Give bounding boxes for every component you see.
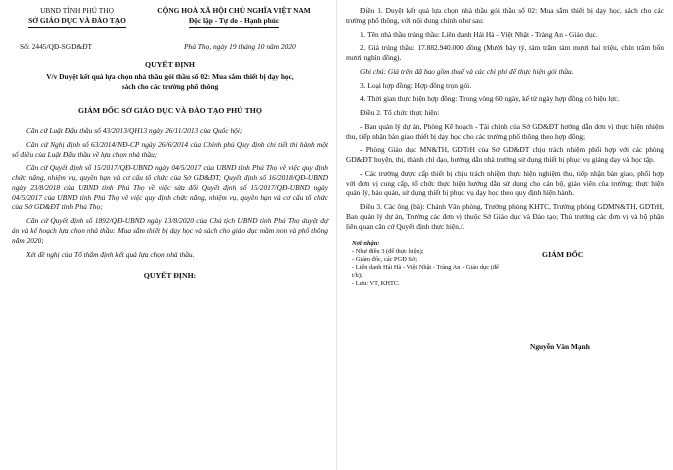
- article-1-item-2: 2. Giá trúng thầu: 17.882.940.000 đồng (Mười bảy tỷ, tám trăm tám mươi hai triệu, chín trăm bốn mươi nghìn đồng).: [346, 43, 664, 63]
- legal-basis-4: Căn cứ Quyết định số 1892/QĐ-UBND ngày 13/8/2020 của Chủ tịch UBND tỉnh Phú Thọ duyệt dự án và kế hoạch lựa chọn nhà thầu: Mua sắm thiết bị dạy học và sách cho giáo dục mầm non và phổ thông năm 2020;: [12, 216, 328, 245]
- article-1-intro: Điều 1. Duyệt kết quả lựa chọn nhà thầu gói thầu số 02: Mua sắm thiết bị dạy học, sách cho các trường phổ thông, với nội dung chính như sau:: [346, 6, 664, 25]
- legal-basis-3: Căn cứ Quyết định số 15/2017/QĐ-UBND ngày 04/5/2017 của UBND tỉnh Phú Thọ về việc quy định chức năng, nhiệm vụ, quyền hạn và cơ cấu tổ chức của Sở GD&ĐT; Quyết định số 16/2018/QĐ-UBND ngày 23/8/2018 của UBND tỉnh Phú Thọ về việc sửa đổi Quyết định số 15/2017/QĐ-UBND ngày 04/5/2017 của UBND tỉnh Phú Thọ về việc quy định chức năng, nhiệm vụ, quyền hạn và cơ cấu tổ chức của Sở GD&ĐT tỉnh Phú Thọ;: [12, 163, 328, 212]
- signer-position: GIÁM ĐỐC: [542, 249, 584, 259]
- national-heading: [136, 6, 332, 28]
- document-number: Số: 2445/QĐ-SGD&ĐT: [20, 42, 93, 51]
- left-page: [12, 6, 328, 282]
- legal-basis-2: Căn cứ Nghị định số 63/2014/NĐ-CP ngày 26/6/2014 của Chính phủ Quy định chi tiết thi hành một số điều của Luật Đấu thầu về lựa chọn nhà thầu;: [12, 139, 328, 159]
- recipient-item: - Lưu: VT, KHTC.: [352, 280, 400, 288]
- article-2-item-3: - Các trường được cấp thiết bị chịu trách nhiệm thực hiện nghiệm thu, tiếp nhận bàn giao, phối hợp với đơn vị cung cấp, tổ chức thực hiện hướng dẫn sử dụng cho cán bộ, giáo viên của trường; thực hiện quản lý, bảo quản, sử dụng thiết bị phục vụ dạy học theo quy định hiện hành.: [346, 168, 664, 198]
- legal-basis-1: Căn cứ Luật Đấu thầu số 43/2013/QH13 ngày 26/11/2013 của Quốc hội;: [26, 126, 243, 136]
- recipient-item: - Như điều 3 (để thực hiện);: [352, 247, 424, 255]
- article-2-item-1: - Ban quản lý dự án, Phòng Kế hoạch - Tài chính của Sở GD&ĐT hướng dẫn đơn vị thực hiện nhiệm thu, tiếp nhận bàn giao thiết bị dạy học cho các trường phổ thông theo hợp đồng;: [346, 121, 664, 141]
- recipient-item: - Liên danh Hải Hà - Việt Nhật - Tràng An - Giáo dục (để t/h);: [352, 264, 499, 280]
- article-1-item-4: 4. Thời gian thực hiện hợp đồng: Trong vòng 60 ngày, kể từ ngày hợp đồng có hiệu lực.: [360, 94, 620, 104]
- decision-authority: GIÁM ĐỐC SỞ GIÁO DỤC VÀ ĐÀO TẠO PHÚ THỌ: [78, 105, 262, 115]
- article-3: Điều 3. Các ông (bà): Chánh Văn phòng, Trưởng phòng KHTC, Trưởng phòng GDMN&TH, GDTrH, Ban quản lý dự án, Trưởng các đơn vị thuộc Sở Giáo dục và Đào tạo; Thủ trưởng các đơn vị và bộ phận liên quan căn cứ Quyết định thực hiện./.: [346, 202, 664, 231]
- article-2-intro: Điều 2. Tổ chức thực hiện:: [360, 108, 440, 118]
- page-divider: [336, 0, 337, 470]
- decision-title: QUYẾT ĐỊNH: [145, 60, 195, 69]
- signer-name: Nguyễn Văn Mạnh: [530, 341, 590, 351]
- issuing-organization: [12, 6, 142, 28]
- article-1-note: Ghi chú: Giá trên đã bao gồm thuế và các chi phí để thực hiện gói thầu.: [360, 66, 574, 76]
- decision-subject: V/v Duyệt kết quả lựa chọn nhà thầu gói thầu số 02: Mua sắm thiết bị dạy học, sách cho các trường phổ thông: [46, 72, 294, 92]
- recipients-heading: Nơi nhận:: [352, 239, 380, 247]
- nation-title: CỘNG HOÀ XÃ HỘI CHỦ NGHĨA VIỆT NAM: [157, 6, 311, 15]
- signature-block: [346, 240, 664, 360]
- document-header: [12, 6, 328, 56]
- article-1-item-1: 1. Tên nhà thầu trúng thầu: Liên danh Hải Hà - Việt Nhật - Tràng An - Giáo dục.: [360, 29, 598, 39]
- decides-heading: QUYẾT ĐỊNH:: [143, 271, 197, 281]
- motto: Độc lập - Tự do - Hạnh phúc: [189, 16, 279, 28]
- legal-basis-5: Xét đề nghị của Tổ thẩm định kết quả lựa chọn nhà thầu.: [26, 249, 195, 259]
- article-1-item-3: 3. Loại hợp đồng: Hợp đồng trọn gói.: [360, 80, 472, 90]
- recipients-list: [352, 240, 502, 289]
- place-date: Phú Thọ, ngày 19 tháng 10 năm 2020: [184, 42, 296, 51]
- article-2-item-2: - Phòng Giáo dục MN&TH, GDTrH của Sở GD&ĐT chịu trách nhiệm phối hợp với các phòng GD&ĐT huyện, thị, thành chỉ đạo, hướng dẫn nhà trường sử dụng thiết bị phục vụ giảng dạy và học tập.: [346, 145, 664, 165]
- org-name: SỞ GIÁO DỤC VÀ ĐÀO TẠO: [28, 16, 126, 28]
- recipient-item: - Giám đốc, các PGĐ Sở;: [352, 255, 418, 263]
- org-parent: UBND TỈNH PHÚ THỌ: [40, 6, 114, 15]
- right-page: [346, 6, 664, 360]
